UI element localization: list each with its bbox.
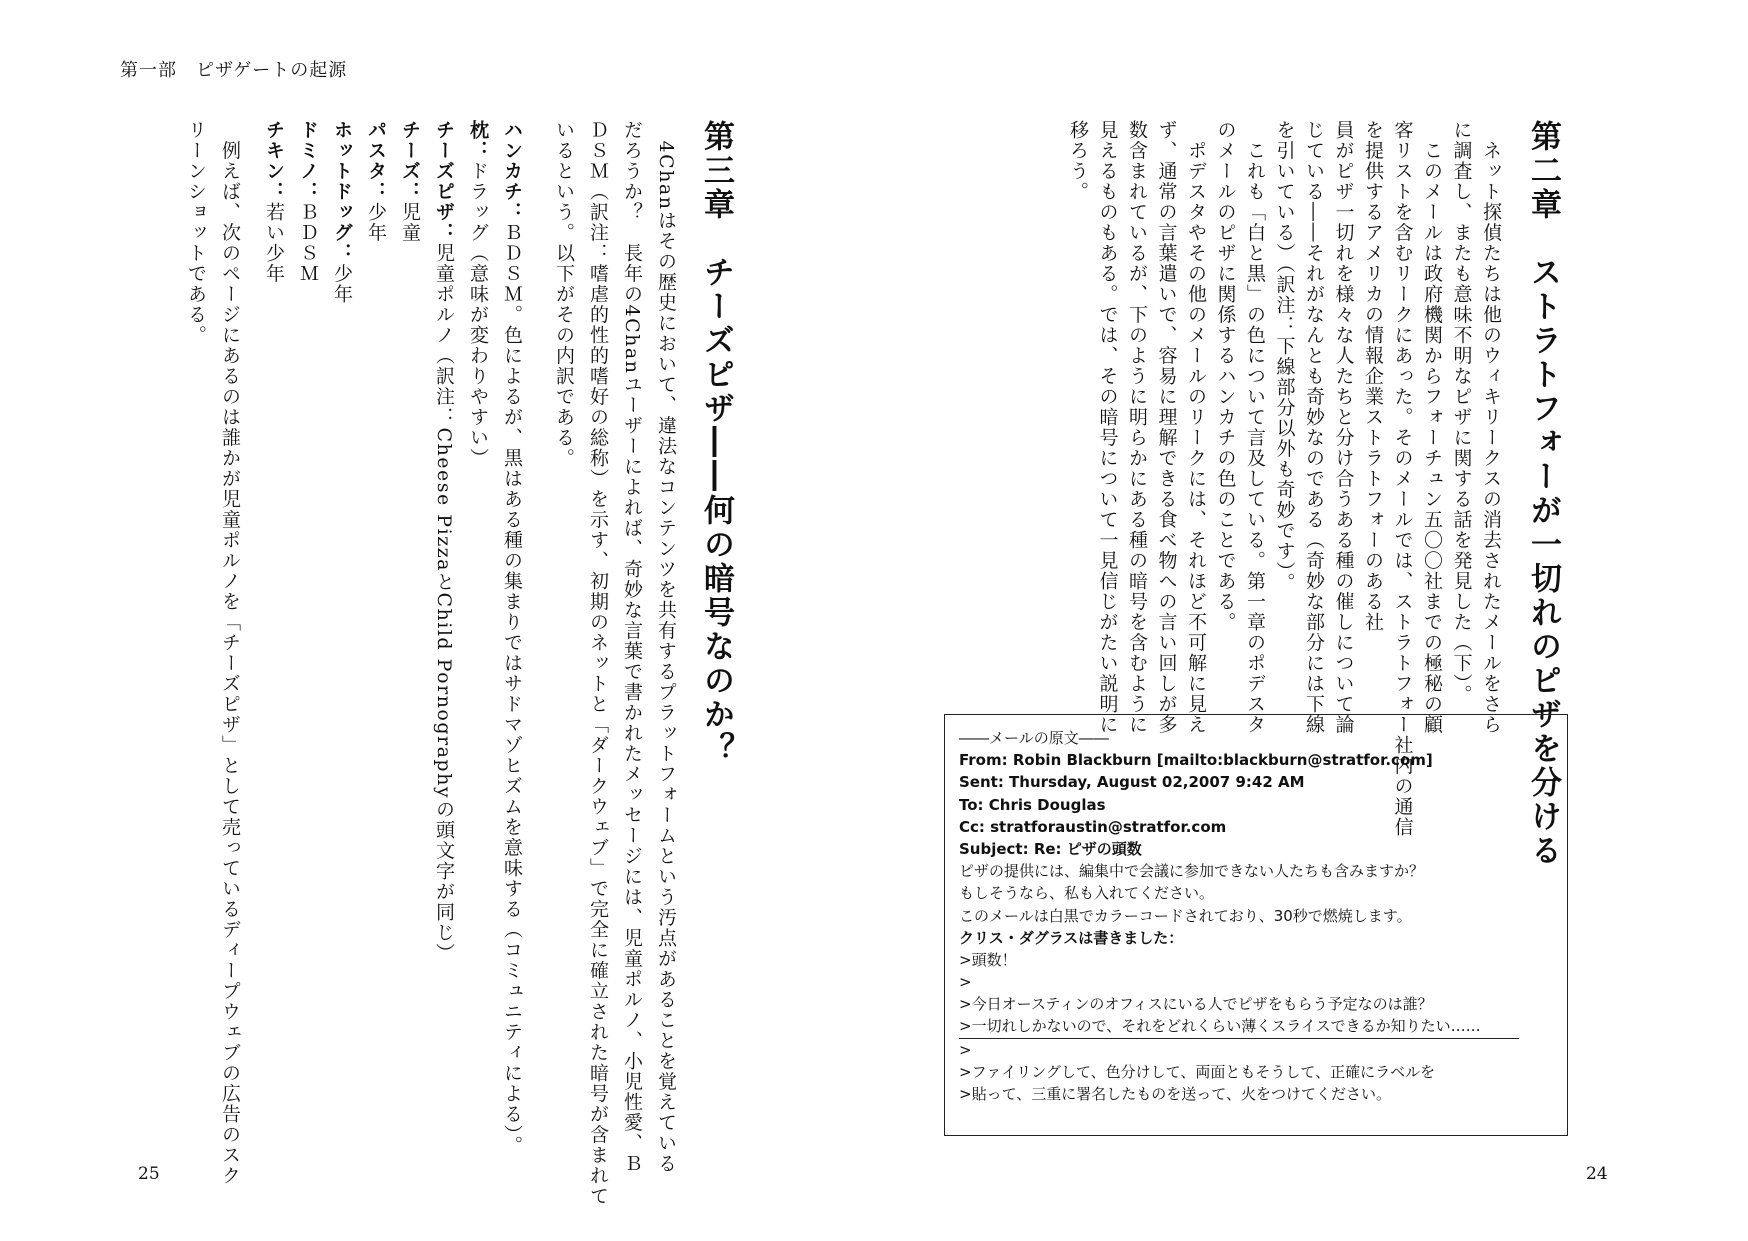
glossary-term: 枕： [467, 120, 489, 161]
chapter-3-heading: 第三章 チーズピザ――何の暗号なのか？ [698, 120, 734, 766]
right-body-line: 見えるものもある。では、その暗号について一見信じがたい説明に [1096, 120, 1119, 735]
email-line: From: Robin Blackburn [mailto:blackburn@stratfor.com] [959, 751, 1433, 770]
glossary-term: チーズ： [399, 120, 421, 202]
left-body-line: 4Chanはその歴史において、違法なコンテンツを共有するプラットフォームという汚点があることを覚えている [655, 120, 677, 1174]
right-body-line: を引いている）（訳注：下線部分以外も奇妙です）。 [1273, 120, 1296, 593]
left-body-line: いるという。以下がその内訳である。 [553, 120, 575, 469]
email-line: >今日オースティンのオフィスにいる人でピザをもらう予定なのは誰？ [959, 995, 1433, 1014]
left-body-line: ＤＳＭ（訳注：嗜虐的性的嗜好の総称）を示す、初期のネットと「ダークウェブ」で完全に確立された暗号が含まれて [587, 120, 609, 1207]
email-line: このメールは白黒でカラーコードされており、30秒で燃焼します。 [959, 906, 1412, 925]
email-line: Sent: Thursday, August 02,2007 9:42 AM [959, 773, 1305, 792]
glossary-entry [434, 120, 453, 963]
email-lines [959, 727, 1555, 1105]
right-body-line: ず、通常の言葉遣いで、容易に理解できる食べ物への言い回しが多 [1155, 120, 1178, 735]
email-line: >ファイリングして、色分けして、両面ともそうして、正確にラベルを [959, 1062, 1436, 1081]
right-body-line: 員がピザ一切れを様々な人たちと分け合うある種の催しについて論 [1332, 120, 1355, 735]
left-body-line: だろうか？ 長年の4Chanユーザーによれば、奇妙な言葉で書かれたメッセージには、児童ポルノ、小児性愛、Ｂ [621, 120, 643, 1174]
glossary-term: ホットドッグ： [331, 120, 353, 264]
glossary-entry [298, 120, 317, 284]
glossary-term: ドミノ： [297, 120, 319, 202]
email-line: クリス・ダグラスは書きました： [959, 928, 1184, 947]
glossary-definition: 少年 [365, 202, 387, 243]
email-box-title: ――メールの原文―― [959, 729, 1109, 747]
left-closing-line: 例えば、次のページにあるのは誰かが児童ポルノを「チーズピザ」として売っているディープウェブの広告のスク [219, 120, 241, 1186]
email-line: ピザの提供には、編集中で会議に参加できない人たちも含みますか？ [959, 862, 1425, 881]
email-line: To: Chris Douglas [959, 795, 1106, 814]
glossary-entry [332, 120, 351, 305]
email-line: >一切れしかないので、それをどれくらい薄くスライスできるか知りたい…… [959, 1015, 1519, 1038]
glossary-definition: ドラッグ（意味が変わりやすい） [467, 161, 489, 469]
glossary-entry [502, 120, 521, 1156]
glossary-definition: 若い少年 [263, 202, 285, 284]
email-line: >頭数！ [959, 950, 1017, 969]
glossary-definition: 児童ポルノ（訳注：Cheese PizzaとChild Pornographyの頭文字が同じ） [433, 243, 455, 964]
email-line: > [959, 1040, 972, 1059]
glossary-definition: ＢＤＳＭ [297, 202, 319, 284]
glossary-entry [468, 120, 487, 469]
right-body-line: ネット探偵たちは他のウィキリークスの消去されたメールをさら [1480, 120, 1502, 735]
right-body-line: 客リストを含むリークにあった。そのメールでは、ストラトフォー社内の通信 [1391, 120, 1414, 838]
email-line: Cc: stratforaustin@stratfor.com [959, 817, 1227, 836]
glossary-definition: 児童 [399, 202, 421, 243]
glossary-entry [366, 120, 385, 243]
right-body-line: のメールのピザに関係するハンカチの色のことである。 [1214, 120, 1237, 633]
glossary-term: ハンカチ： [501, 120, 523, 223]
right-body-line: を提供するアメリカの情報企業ストラトフォーのある社 [1362, 120, 1384, 633]
glossary-term: チーズピザ： [433, 120, 455, 243]
right-body-line: 数含まれているが、下のように明らかにある種の暗号を含むように [1126, 120, 1148, 735]
glossary-term: チキン： [263, 120, 285, 202]
right-body-line: じている――それがなんとも奇妙なのである（奇妙な部分には下線 [1303, 120, 1325, 735]
email-line: > [959, 973, 972, 992]
right-body-line: これも「白と黒」の色について言及している。第一章のポデスタ [1244, 120, 1266, 735]
page-number-right: 24 [1586, 1164, 1608, 1184]
email-original-box [944, 714, 1568, 1136]
email-line: >貼って、三重に署名したものを送って、火をつけてください。 [959, 1085, 1391, 1103]
chapter-2-heading: 第二章 ストラトフォーが一切れのピザを分ける [1525, 120, 1561, 868]
right-body-line: ポデスタやその他のメールのリークには、それほど不可解に見え [1185, 120, 1207, 735]
glossary-definition: 少年 [331, 263, 353, 305]
page-number-left: 25 [138, 1164, 160, 1184]
glossary-definition: ＢＤＳＭ。色によるが、黒はある種の集まりではサドマゾヒズムを意味する（コミュニティによる）。 [501, 222, 523, 1156]
left-closing-line: リーンショットである。 [185, 120, 207, 346]
email-line: Subject: Re: ピザの頭数 [959, 839, 1142, 858]
glossary-term: パスタ： [365, 120, 387, 202]
right-body-line: 移ろう。 [1067, 120, 1089, 202]
running-head: 第一部 ピザゲートの起源 [120, 60, 348, 81]
right-body-line: に調査し、またも意味不明なピザに関する話を発見した（下）。 [1450, 120, 1473, 705]
glossary-entry [264, 120, 283, 284]
right-body-line: このメールは政府機関からフォーチュン五〇〇社までの極秘の顧 [1421, 120, 1443, 735]
email-line: もしそうなら、私も入れてください。 [959, 884, 1215, 903]
glossary-entry [400, 120, 419, 243]
